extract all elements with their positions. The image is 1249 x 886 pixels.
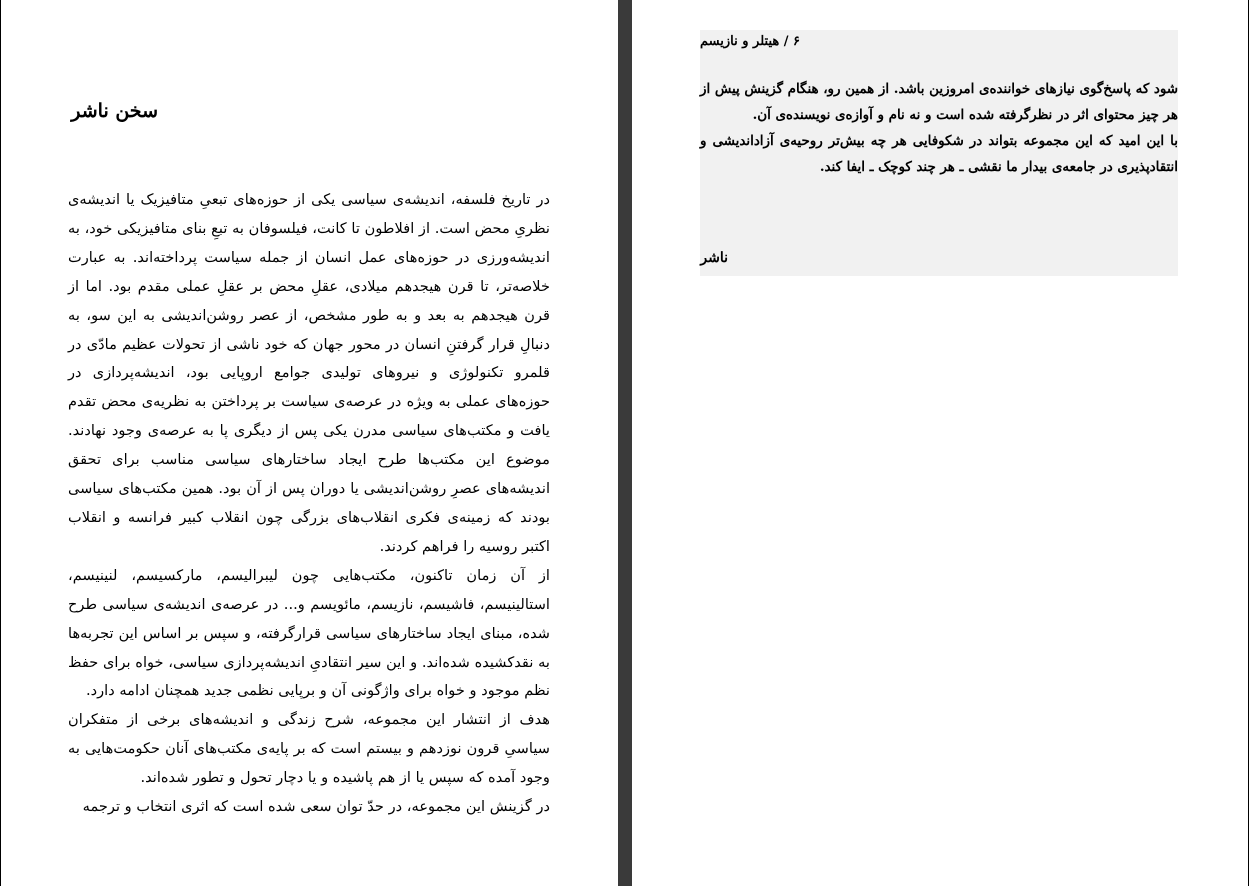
right-paragraph-1: شود که پاسخ‌گوی نیازهای خواننده‌ی امروزین باشد. از همین رو، هنگام گزینش پیش از هر چیز محتوای اثر در نظرگرفته شده است و نه نام و آوازه‌ی نویسنده‌ی آن. bbox=[700, 81, 1178, 123]
right-page-body bbox=[700, 76, 1178, 180]
body-paragraph-3: هدف از انتشار این مجموعه، شرح زندگی و اندیشه‌های برخی از متفکران سیاسیِ قرون نوزدهم و بیستم است که بر پایه‌ی مکتب‌های آنان حکومت‌هایی به وجود آمده که سپس یا از هم پاشیده و یا دچار تحول و تطور شده‌اند. bbox=[68, 711, 550, 787]
left-page-body bbox=[68, 186, 550, 822]
page-gutter bbox=[618, 0, 632, 886]
body-paragraph-2: از آن زمان تاکنون، مکتب‌هایی چون لیبرالیسم، مارکسیسم، لنینیسم، استالینیسم، فاشیسم، نازیسم، مائویسم و... در عرصه‌ی اندیشه‌ی سیاسی طرح شده، مبنای ایجاد ساختارهای سیاسی قرارگرفته، و سپس بر اساس این تجربه‌ها به نقدکشیده شده‌اند. و این سیر انتقادیِ اندیشه‌پردازی سیاسی، خواه برای حفظ نظم موجود و خواه برای واژگونی آن و برپایی نظمی جدید همچنان ادامه دارد. bbox=[68, 566, 550, 700]
running-header: ۶ / هیتلر و نازیسم bbox=[700, 34, 801, 49]
publisher-signature: ناشر bbox=[700, 250, 728, 266]
right-paragraph-2: با این امید که این مجموعه بتواند در شکوفایی هر چه بیش‌تر روحیه‌ی آزاداندیشی و انتقادپذیری در جامعه‌ی بیدار ما نقشی ـ هر چند کوچک ـ ایفا کند. bbox=[700, 133, 1178, 175]
body-paragraph-4: در گزینش این مجموعه، در حدّ توان سعی شده است که اثری انتخاب و ترجمه bbox=[82, 798, 550, 816]
page-title: سخن ناشر bbox=[71, 100, 158, 122]
body-paragraph-1: در تاریخ فلسفه، اندیشه‌ی سیاسی یکی از حوزه‌های تبعیِ متافیزیک یا اندیشه‌ی نظریِ محض است. از افلاطون تا کانت، فیلسوفان به تبعِ بنای متافیزیکی خود، به اندیشه‌ورزی در حوزه‌های عمل انسان از جمله سیاست پرداخته‌اند. به عبارت خلاصه‌تر، تا قرن هیجدهم میلادی، عقلِ محض بر عقلِ عملی مقدم بود. اما از قرن هیجدهم به بعد و به طور مشخص، از عصر روشن‌اندیشی به این سو، به دنبالِ قرار گرفتنِ انسان در محور جهان که خود ناشی از تحولات عظیم مادّی در قلمرو تکنولوژی و نیروهای تولیدی جوامع اروپایی بود، اندیشه‌پردازی در حوزه‌های عملی به ویژه در عرصه‌ی سیاست بر پرداختن به نظریه‌ی محض تقدم یافت و مکتب‌های سیاسی مدرن یکی پس از دیگری پا به عرصه‌ی وجود نهادند. موضوع این مکتب‌ها طرح ایجاد ساختارهای سیاسی مناسب برای تحقق اندیشه‌های عصرِ روشن‌اندیشی یا دوران پس از آن بود. همین مکتب‌های سیاسی بودند که زمینه‌ی فکری انقلاب‌های بزرگی چون انقلاب کبیر فرانسه و انقلاب اکتبر روسیه را فراهم کردند. bbox=[68, 191, 550, 555]
right-page-text-block bbox=[700, 30, 1178, 276]
